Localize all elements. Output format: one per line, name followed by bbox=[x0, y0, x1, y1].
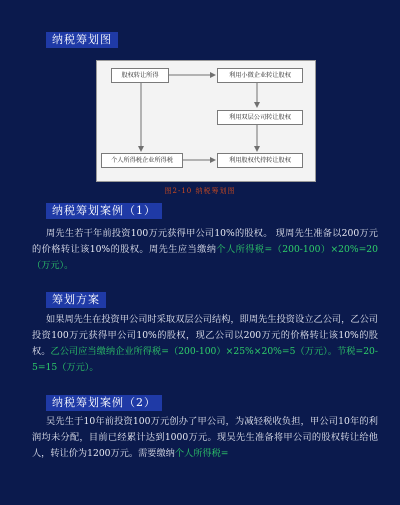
case2-paragraph bbox=[32, 414, 378, 462]
node-nominee-holding-transfer: 利用股权代持转让股权 bbox=[217, 153, 303, 168]
case1-title: 纳税筹划案例（1） bbox=[46, 203, 162, 219]
node-share-transfer-income: 股权转让所得 bbox=[111, 68, 169, 83]
plan-highlight: 乙公司应当缴纳企业所得税=（200-100）×25%×20%=5（万元）。节税=20-5=15（万元）。 bbox=[32, 346, 378, 373]
case2-text: 吴先生于10年前投资100万元创办了甲公司，为减轻税收负担，甲公司10年的利润均未分配，目前已经累计达到1000万元。现吴先生准备将甲公司的股权转让给他人，转让价为1200万元。需要缴纳 bbox=[32, 416, 378, 459]
diagram-caption: 图2-10 纳税筹划图 bbox=[164, 187, 236, 195]
case2-title: 纳税筹划案例（2） bbox=[46, 395, 162, 411]
case1-highlight: 个人所得税=（200-100）×20%=20（万元）。 bbox=[32, 244, 378, 271]
case2-highlight: 个人所得税= bbox=[174, 448, 229, 459]
node-small-enterprise-transfer: 利用小微企业转让股权 bbox=[217, 68, 303, 83]
plan-title: 筹划方案 bbox=[46, 292, 106, 308]
section-title: 纳税筹划图 bbox=[46, 32, 118, 48]
plan-paragraph bbox=[32, 312, 378, 376]
tax-planning-diagram bbox=[96, 60, 316, 182]
case1-paragraph bbox=[32, 226, 378, 274]
plan-text: 如果周先生在投资甲公司时采取双层公司结构，即周先生投资设立乙公司，乙公司投资100万元获得甲公司10%的股权，现乙公司以200万元的价格转让该10%的股权。 bbox=[32, 314, 378, 357]
node-double-layer-company-transfer: 利用双层公司转让股权 bbox=[217, 110, 303, 125]
node-income-tax: 个人所得税企业所得税 bbox=[101, 153, 183, 168]
case1-text: 周先生若干年前投资100万元获得甲公司10%的股权。 现周先生准备以200万元的价格转让该10%的股权。周先生应当缴纳 bbox=[32, 228, 378, 255]
